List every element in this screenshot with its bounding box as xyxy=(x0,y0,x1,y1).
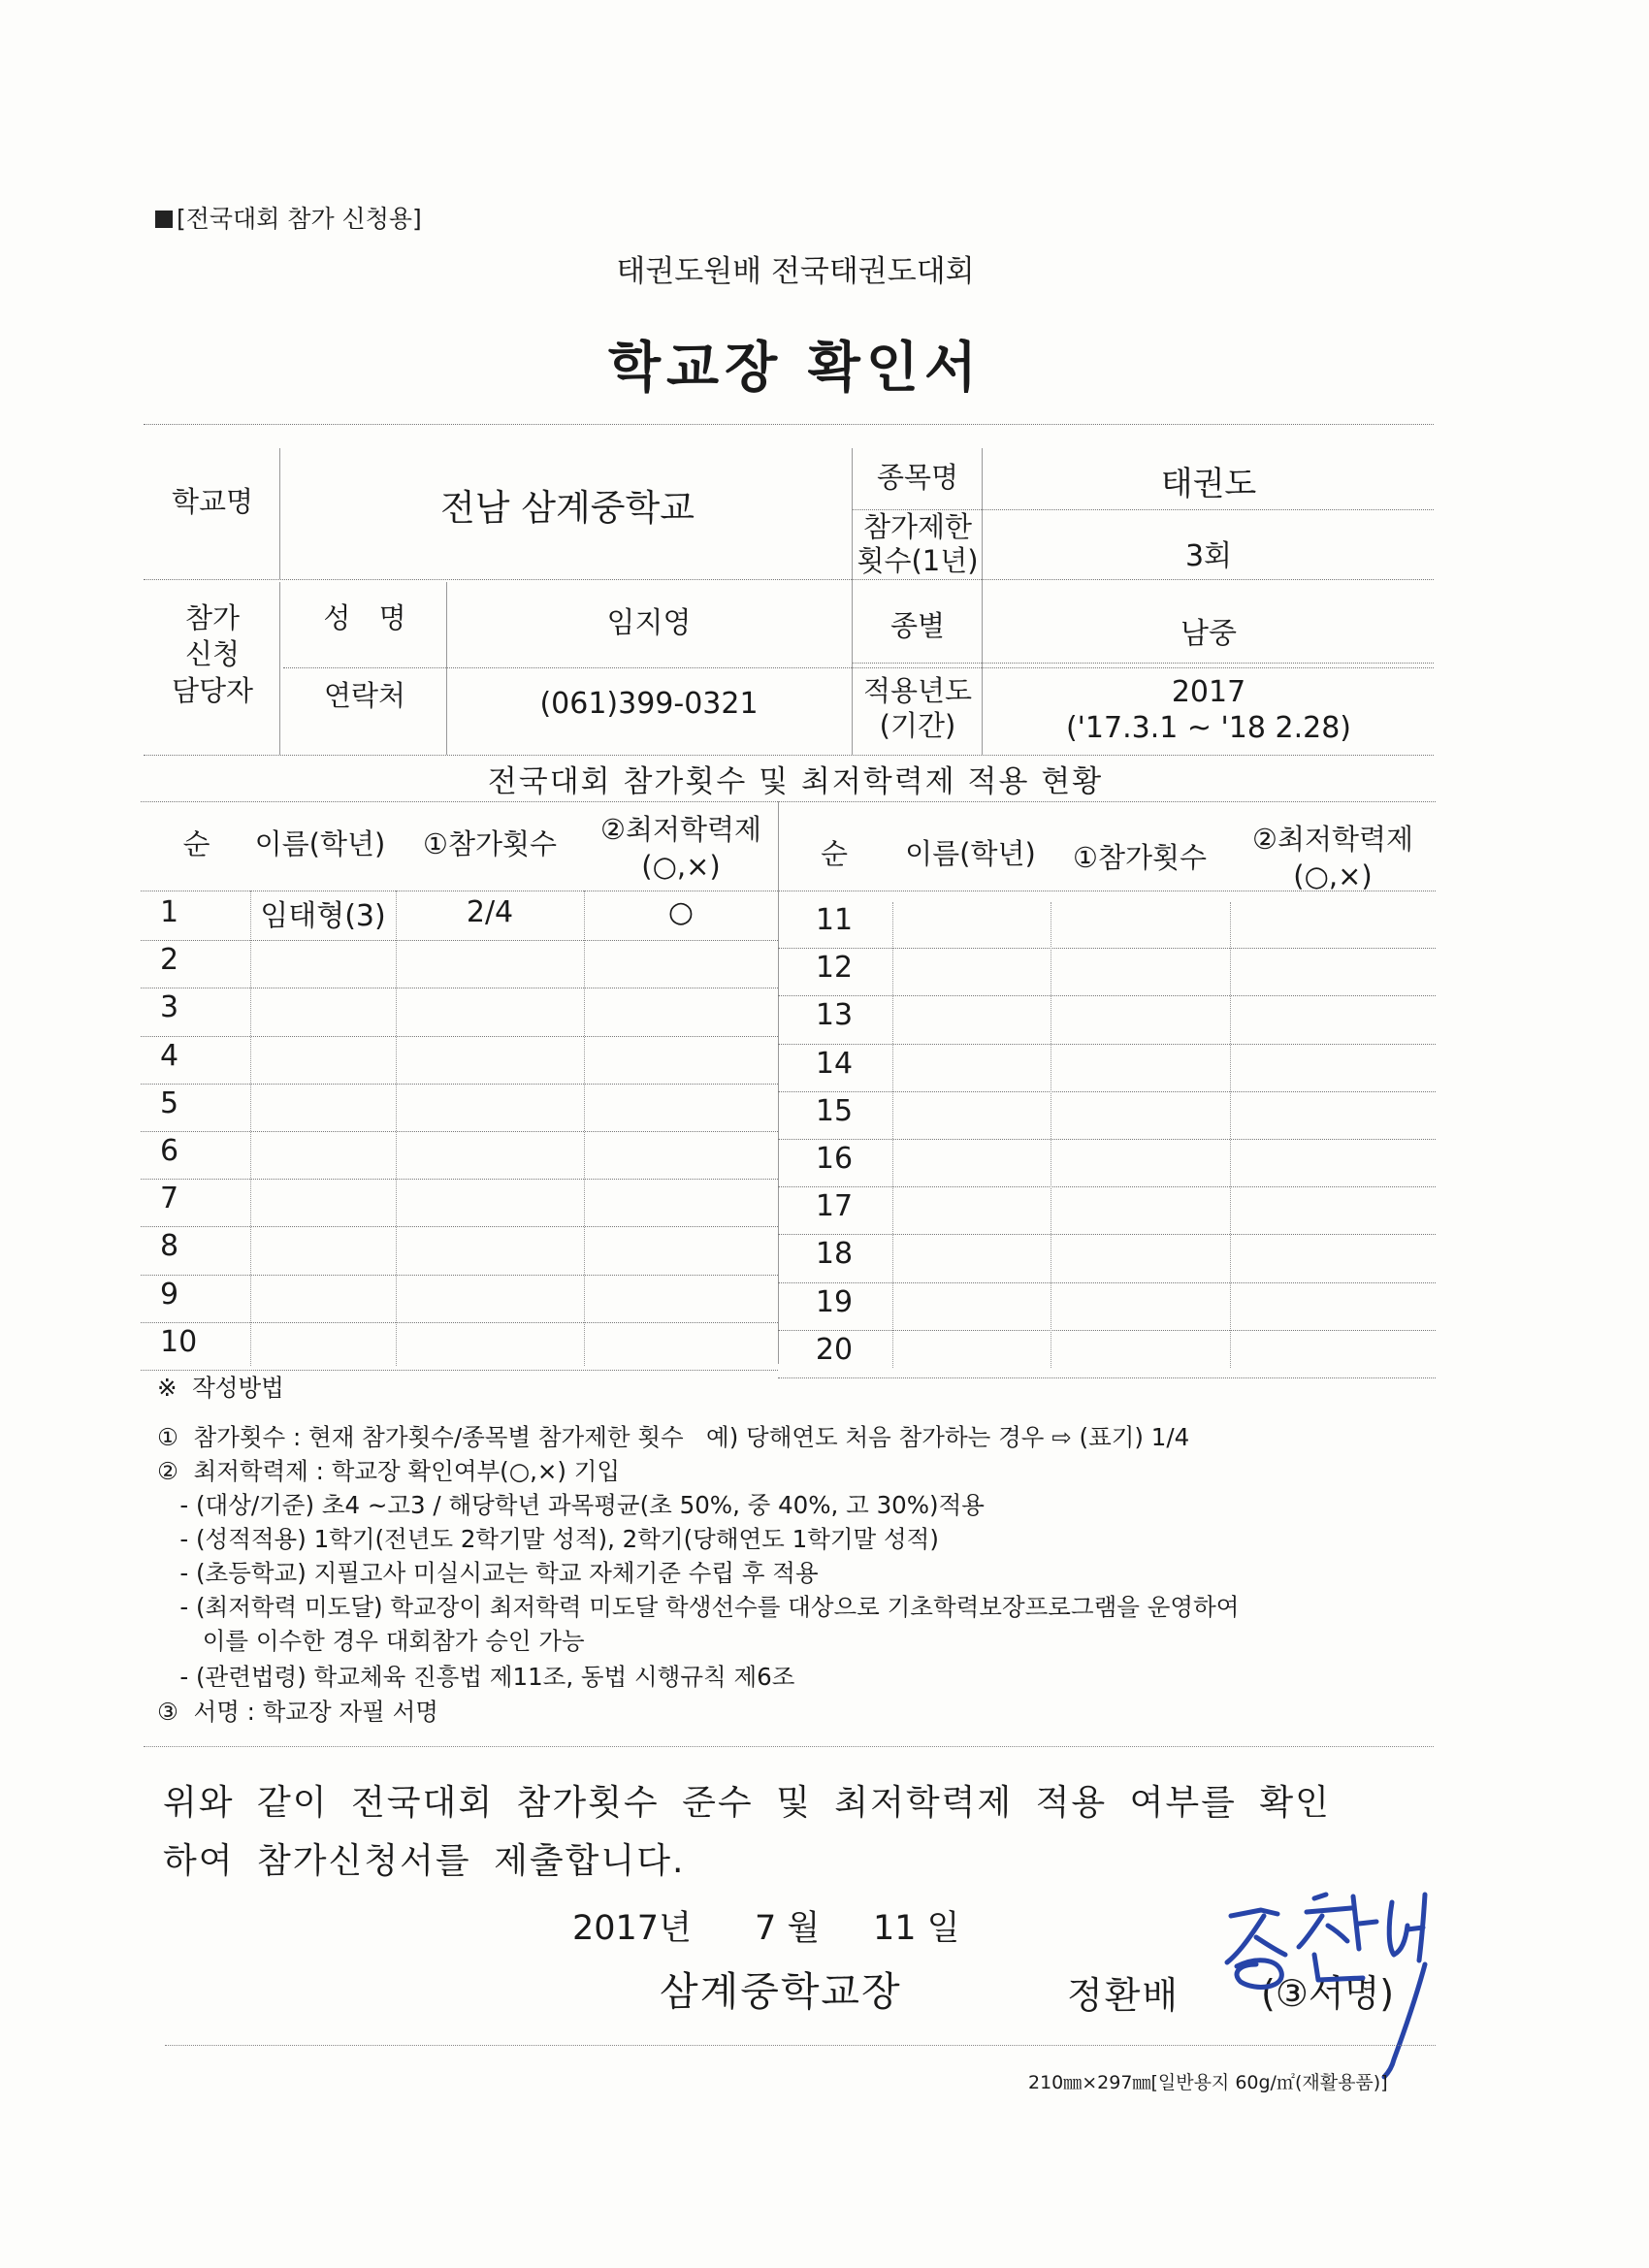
row-name xyxy=(250,1222,396,1270)
row-min xyxy=(584,1318,778,1366)
header-min-right-line2: (○,×) xyxy=(1293,859,1373,892)
year-label-line2: (기간) xyxy=(879,709,956,742)
row-seq: 15 xyxy=(815,1094,854,1128)
event-label: 종목명 xyxy=(876,460,959,494)
row-min xyxy=(1230,1279,1436,1326)
applicant-label-line3: 담당자 xyxy=(171,673,254,707)
status-section-title: 전국대회 참가횟수 및 최저학력제 적용 현황 xyxy=(487,764,1104,799)
row-name xyxy=(250,1080,396,1127)
row-seq: 13 xyxy=(815,998,854,1032)
row-name xyxy=(890,1087,1051,1135)
row-seq: 10 xyxy=(160,1325,198,1359)
row-min: ○ xyxy=(667,895,695,929)
date-day: 11 일 xyxy=(873,1909,960,1948)
row-count xyxy=(1052,1040,1227,1087)
row-count xyxy=(1052,1230,1227,1278)
applicable-year-label xyxy=(854,667,982,749)
row-seq: 2 xyxy=(160,943,179,977)
row-min xyxy=(584,1032,778,1080)
row-name xyxy=(890,1230,1051,1278)
row-count xyxy=(398,1318,582,1366)
name-label: 성 명 xyxy=(323,600,406,634)
instruction-line: ※ 작성방법 xyxy=(157,1374,284,1402)
row-count xyxy=(398,936,582,984)
name-value: 임지영 xyxy=(606,606,692,640)
header-count-right: ①참가횟수 xyxy=(1072,840,1208,874)
category-label: 종별 xyxy=(889,608,946,642)
row-count xyxy=(1052,1087,1227,1135)
row-seq: 11 xyxy=(815,903,854,937)
row-count xyxy=(398,1271,582,1318)
row-count xyxy=(1052,944,1227,991)
header-min-left xyxy=(584,805,778,892)
row-seq: 14 xyxy=(815,1047,854,1081)
row-seq: 17 xyxy=(815,1189,854,1223)
row-min xyxy=(1230,944,1436,991)
row-name xyxy=(250,1271,396,1318)
instruction-line: - (최저학력 미도달) 학교장이 최저학력 미도달 학생선수를 대상으로 기초학력보장프로그램을 운영하여 xyxy=(157,1593,1240,1621)
paper-spec: 210㎜×297㎜[일반용지 60g/㎡(재활용품)] xyxy=(1028,2072,1388,2093)
participation-limit-value: 3회 xyxy=(1184,539,1233,573)
contact-label: 연락처 xyxy=(323,678,406,712)
row-name xyxy=(250,1318,396,1366)
principal-title: 삼계중학교장 xyxy=(660,1968,902,2015)
participation-limit-label xyxy=(854,510,982,578)
row-min xyxy=(584,1127,778,1175)
row-seq: 4 xyxy=(160,1039,179,1073)
row-min xyxy=(1230,1087,1436,1135)
row-count xyxy=(398,1032,582,1080)
row-count: 2/4 xyxy=(466,895,514,929)
row-seq: 5 xyxy=(160,1086,179,1120)
handwritten-signature xyxy=(1217,1887,1440,2081)
header-seq-left: 순 xyxy=(182,826,210,860)
row-seq: 12 xyxy=(815,951,854,985)
confirmation-line1: 위와 같이 전국대회 참가횟수 준수 및 최저학력제 적용 여부를 확인 xyxy=(163,1783,1331,1823)
principal-name: 정환배 xyxy=(1067,1974,1180,2017)
instruction-line: ① 참가횟수 : 현재 참가횟수/종목별 참가제한 횟수 예) 당해연도 처음 참가하는 경우 ⇨ (표기) 1/4 xyxy=(157,1423,1190,1451)
row-min xyxy=(1230,1183,1436,1230)
row-seq: 6 xyxy=(160,1134,179,1168)
row-seq: 7 xyxy=(160,1182,179,1215)
header-min-left-line2: (○,×) xyxy=(641,850,721,883)
row-name xyxy=(890,991,1051,1039)
confirmation-line2: 하여 참가신청서를 제출합니다. xyxy=(163,1841,686,1881)
form-tag xyxy=(155,200,422,235)
row-seq: 9 xyxy=(160,1278,179,1312)
row-min xyxy=(584,1222,778,1270)
applicant-label-line1: 참가 xyxy=(184,601,241,635)
row-name xyxy=(250,936,396,984)
document-subtitle: 태권도원배 전국태권도대회 xyxy=(616,254,975,289)
row-seq: 20 xyxy=(815,1333,854,1367)
instruction-line: ② 최저학력제 : 학교장 확인여부(○,×) 기입 xyxy=(157,1457,621,1485)
row-count xyxy=(1052,1135,1227,1183)
applicable-year-value xyxy=(984,669,1434,751)
header-min-right xyxy=(1230,815,1436,902)
row-count xyxy=(1052,896,1227,944)
instruction-line: - (성적적용) 1학기(전년도 2학기말 성적), 2학기(당해연도 1학기말 성적) xyxy=(157,1525,939,1553)
row-min xyxy=(584,1175,778,1222)
instruction-line: ③ 서명 : 학교장 자필 서명 xyxy=(157,1698,438,1726)
instruction-line: - (초등학교) 지필고사 미실시교는 학교 자체기준 수립 후 적용 xyxy=(157,1559,819,1587)
header-name-left: 이름(학년) xyxy=(254,826,386,860)
row-name xyxy=(250,1175,396,1222)
event-value: 태권도 xyxy=(1160,464,1257,503)
row-count xyxy=(398,1175,582,1222)
row-count xyxy=(398,1222,582,1270)
row-name xyxy=(250,984,396,1031)
row-name xyxy=(890,1135,1051,1183)
header-name-right: 이름(학년) xyxy=(905,836,1036,870)
limit-label-line2: 횟수(1년) xyxy=(857,544,979,577)
header-seq-right: 순 xyxy=(820,836,848,870)
row-min xyxy=(1230,896,1436,944)
instruction-line: 이를 이수한 경우 대회참가 승인 가능 xyxy=(157,1627,585,1655)
row-count xyxy=(1052,1279,1227,1326)
row-min xyxy=(1230,1326,1436,1374)
header-min-right-line1: ②최저학력제 xyxy=(1251,823,1414,857)
row-name xyxy=(250,1032,396,1080)
row-seq: 19 xyxy=(815,1285,854,1319)
row-min xyxy=(584,1080,778,1127)
square-bullet-icon xyxy=(155,211,173,228)
row-count xyxy=(398,984,582,1031)
row-name: 임태형(3) xyxy=(260,898,386,933)
row-seq: 1 xyxy=(160,895,179,929)
contact-value: (061)399-0321 xyxy=(539,686,759,721)
row-min xyxy=(584,1271,778,1318)
instruction-line: - (대상/기준) 초4 ~고3 / 해당학년 과목평균(초 50%, 중 40%, 고 30%)적용 xyxy=(157,1491,985,1519)
limit-label-line1: 참가제한 xyxy=(862,510,973,544)
header-min-left-line1: ②최저학력제 xyxy=(599,813,762,847)
date-year: 2017년 xyxy=(572,1909,692,1948)
applicant-label-line2: 신청 xyxy=(184,637,241,671)
row-seq: 3 xyxy=(160,990,179,1024)
year-value-line1: 2017 xyxy=(1171,674,1246,709)
row-name xyxy=(890,944,1051,991)
row-min xyxy=(584,984,778,1031)
year-value-line2: ('17.3.1 ~ '18 2.28) xyxy=(1065,711,1352,745)
row-min xyxy=(1230,1040,1436,1087)
header-count-left: ①참가횟수 xyxy=(422,826,558,860)
applicant-label xyxy=(146,592,279,718)
row-name xyxy=(890,1040,1051,1087)
row-count xyxy=(1052,1326,1227,1374)
row-min xyxy=(1230,991,1436,1039)
row-name xyxy=(250,1127,396,1175)
signature-label: (③서명) xyxy=(1261,1972,1395,2015)
row-count xyxy=(398,1127,582,1175)
instruction-line: - (관련법령) 학교체육 진흥법 제11조, 동법 시행규칙 제6조 xyxy=(157,1663,795,1691)
document-title: 학교장 확인서 xyxy=(607,337,984,400)
row-name xyxy=(890,896,1051,944)
row-name xyxy=(890,1183,1051,1230)
row-name xyxy=(890,1279,1051,1326)
year-label-line1: 적용년도 xyxy=(862,673,973,707)
row-count xyxy=(1052,991,1227,1039)
row-count xyxy=(1052,1183,1227,1230)
row-seq: 16 xyxy=(815,1142,854,1176)
row-min xyxy=(584,936,778,984)
category-value: 남중 xyxy=(1180,617,1237,651)
row-name xyxy=(890,1326,1051,1374)
row-min xyxy=(1230,1230,1436,1278)
row-seq: 8 xyxy=(160,1229,179,1263)
school-name-value: 전남 삼계중학교 xyxy=(440,487,695,529)
form-tag-text: [전국대회 참가 신청용] xyxy=(177,205,422,233)
school-name-label: 학교명 xyxy=(171,484,254,518)
date-month: 7 월 xyxy=(755,1909,821,1948)
row-min xyxy=(1230,1135,1436,1183)
row-count xyxy=(398,1080,582,1127)
row-seq: 18 xyxy=(815,1237,854,1271)
